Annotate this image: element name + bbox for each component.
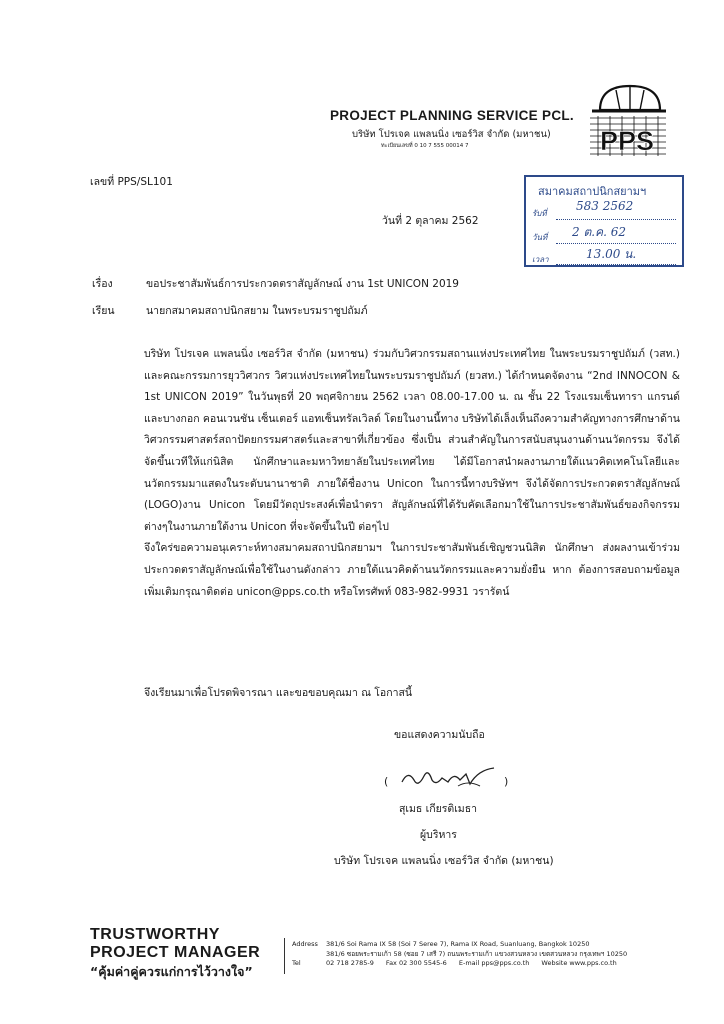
- stamp-received-value: 583 2562: [576, 199, 634, 213]
- received-stamp: [524, 175, 684, 267]
- letter-date: วันที่ 2 ตุลาคม 2562: [382, 215, 479, 227]
- company-logo: [586, 80, 668, 158]
- stamp-date-value: 2 ต.ค. 62: [572, 225, 626, 239]
- recipient-text: นายกสมาคมสถาปนิกสยาม ในพระบรมราชูปถัมภ์: [146, 305, 368, 317]
- fax-number: Fax 02 300 5545-6: [385, 959, 447, 967]
- address-th: 381/6 ซอยพระรามเก้า 58 (ซอย 7 เสรี 7) ถนนพระรามเก้า แขวงสวนหลวง เขตสวนหลวง กรุงเทพฯ 10250: [326, 949, 628, 958]
- body-paragraph: บริษัท โปรเจค แพลนนิ่ง เซอร์วิส จำกัด (มหาชน) ร่วมกับวิศวกรรมสถานแห่งประเทศไทย ในพระบรมราชูปถัมภ์ (วสท.) และคณะกรรมการยุววิศวกร วิศวแห่งประเทศไทยในพระบรมราชูปถัมภ์ (ยวสท.) ได้กำหนดจัดงาน “2nd INNOCON & 1st UNICON 2019” ในวันพุธที่ 20 พฤศจิกายน 2562 เวลา 08.00-17.00 น. ณ ชั้น 22 โรงแรมเซ็นทารา แกรนด์ และบางกอก คอนเวนชัน เซ็นเตอร์ แอทเซ็นทรัลเวิลด์ โดยในงานนี้ทาง บริษัทได้เล็งเห็นถึงความสำคัญทางการศึกษาด้านวิศวกรรมศาสตร์สถาปัตยกรรมศาสตร์และสาขาที่เกี่ยวข้อง ซึ่งเป็น ส่วนสำคัญในการสนับสนุนงานด้านนวัตกรรม จึงได้จัดขึ้นเวทีให้แก่นิสิต นักศึกษาและมหาวิทยาลัยในประเทศไทย ได้มีโอกาสนำผลงานภายใต้แนวคิดเทคโนโลยีและนวัตกรรมมาแสดงในระดับนานาชาติ ภายใต้ชื่องาน Unicon ในการนี้ทางบริษัทฯ จึงได้จัดการประกวดตราสัญลักษณ์ (LOGO)งาน Unicon โดยมีวัตถุประสงค์เพื่อนำตรา สัญลักษณ์ที่ได้รับคัดเลือกมาใช้ในการประชาสัมพันธ์ของกิจกรรมต่างๆในงานภายใต้งาน Unicon ที่จะจัดขึ้นในปี ต่อๆไป: [144, 348, 680, 533]
- stamp-title: สมาคมสถาปนิกสยามฯ: [538, 185, 647, 198]
- footer-tagline-line2: PROJECT MANAGER: [90, 944, 261, 961]
- address-en: 381/6 Soi Rama IX 58 (Soi 7 Seree 7), Rama IX Road, Suanluang, Bangkok 10250: [326, 940, 590, 948]
- subject-text: ขอประชาสัมพันธ์การประกวดตราสัญลักษณ์ งาน 1st UNICON 2019: [146, 278, 459, 290]
- closing-line: จึงเรียนมาเพื่อโปรดพิจารณา และขอขอบคุณมา ณ โอกาสนี้: [144, 687, 413, 699]
- stamp-time-label: เวลา: [532, 255, 549, 264]
- logo-text: PPS: [599, 126, 655, 156]
- signatory-name: สุเมธ เกียรติเมธา: [399, 803, 478, 815]
- reference-number: เลขที่ PPS/SL101: [90, 176, 173, 188]
- letter-body: [90, 344, 680, 603]
- footer-labels: [292, 940, 318, 969]
- address-label: Address: [292, 940, 318, 948]
- email-address: E-mail pps@pps.co.th: [458, 959, 530, 967]
- stamp-line: [556, 264, 676, 265]
- stamp-time-value: 13.00 น.: [586, 247, 637, 261]
- signature-respect: ขอแสดงความนับถือ: [394, 729, 485, 741]
- handwritten-signature: [398, 764, 498, 792]
- footer-contacts: [326, 959, 627, 969]
- signatory-company: บริษัท โปรเจค แพลนนิ่ง เซอร์วิส จำกัด (มหาชน): [334, 855, 554, 867]
- pps-logo-icon: [586, 80, 668, 158]
- subject-label: เรื่อง: [92, 278, 113, 290]
- address-label-spacer: [292, 950, 318, 960]
- company-registration: ทะเบียนเลขที่ 0 10 7 555 00014 7: [381, 143, 469, 149]
- signatory-position: ผู้บริหาร: [420, 829, 457, 841]
- footer-tagline-line1: TRUSTWORTHY: [90, 926, 220, 943]
- website: Website www.pps.co.th: [541, 959, 617, 967]
- body-paragraph: จึงใคร่ขอความอนุเคราะห์ทางสมาคมสถาปนิกสยามฯ ในการประชาสัมพันธ์เชิญชวนนิสิต นักศึกษา ส่งผลงานเข้าร่วมประกวดตราสัญลักษณ์เพื่อใช้ในงานดังกล่าว ภายใต้แนวคิดด้านนวัตกรรมและความยั่งยืน หาก ต้องการสอบถามข้อมูลเพิ่มเติมกรุณาติดต่อ unicon@pps.co.th หรือโทรศัพท์ 083-982-9931 วรารัตน์: [144, 542, 680, 598]
- stamp-line: [556, 243, 676, 244]
- footer-contact-info: [326, 940, 627, 969]
- company-name-en: PROJECT PLANNING SERVICE PCL.: [330, 108, 574, 123]
- signature-paren-open: (: [384, 775, 389, 788]
- stamp-date-label: วันที่: [532, 233, 548, 242]
- footer-tagline-th: “คุ้มค่าคู่ควรแก่การไว้วางใจ”: [90, 964, 253, 979]
- stamp-line: [556, 219, 676, 220]
- stamp-received-label: รับที่: [532, 209, 547, 218]
- company-name-th: บริษัท โปรเจค แพลนนิ่ง เซอร์วิส จำกัด (มหาชน): [352, 129, 551, 140]
- signature-paren-close: ): [504, 775, 509, 788]
- tel-label: Tel: [292, 959, 301, 967]
- recipient-label: เรียน: [92, 305, 115, 317]
- tel-number: 02 718 2785-9: [326, 959, 374, 967]
- footer-divider: [284, 938, 285, 974]
